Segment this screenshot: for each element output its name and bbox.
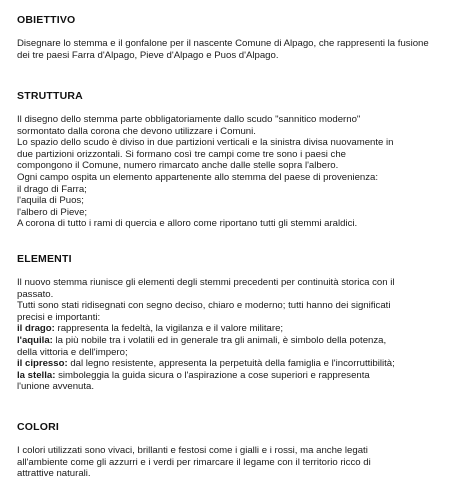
item-desc: dal legno resistente, appresenta la perpetuità della famiglia e l'incorruttibilità; xyxy=(67,358,395,370)
struttura-line: A corona di tutto i rami di quercia e alloro come riportano tutti gli stemmi araldici. xyxy=(17,218,358,230)
item-term: l'aquila: xyxy=(17,334,53,346)
elementi-item-aquila xyxy=(17,335,447,347)
struttura-line: compongono il Comune, numero rimarcato anche dalle stelle sopra l'albero. xyxy=(17,160,339,172)
colori-line: I colori utilizzati sono vivaci, brillanti e festosi come i gialli e i rossi, ma anche legati xyxy=(17,445,368,456)
elementi-intro-line: precisi e importanti: xyxy=(17,311,101,323)
heading-struttura: STRUTTURA xyxy=(17,90,83,102)
elementi-item-cipresso xyxy=(17,358,447,370)
elementi-item-stella-cont: l'unione avvenuta. xyxy=(17,381,95,393)
struttura-line: l'albero di Pieve; xyxy=(17,206,88,218)
elementi-text xyxy=(17,277,447,393)
elementi-intro-line: Tutti sono stati ridisegnati con segno deciso, chiaro e moderno; tutti hanno dei significati xyxy=(17,300,391,312)
section-elementi xyxy=(17,253,447,393)
struttura-line: il drago di Farra; xyxy=(17,183,87,195)
obiettivo-text: Disegnare lo stemma e il gonfalone per il nascente Comune di Alpago, che rappresenti la fusione dei tre paesi Farra d'Alpago, Pieve d'Alpago e Puos d'Alpago. xyxy=(17,38,429,61)
section-struttura xyxy=(17,90,447,230)
elementi-item-drago xyxy=(17,323,447,335)
struttura-line: l'aquila di Puos; xyxy=(17,195,84,207)
struttura-line: Il disegno dello stemma parte obbligatoriamente dallo scudo "sannitico moderno" xyxy=(17,114,361,125)
struttura-line: sormontato dalla corona che devono utilizzare i Comuni. xyxy=(17,125,256,137)
colori-text xyxy=(17,445,447,480)
heading-elementi: ELEMENTI xyxy=(17,253,72,265)
item-term: la stella: xyxy=(17,369,56,381)
item-desc: la più nobile tra i volatili ed in generale tra gli animali, è simbolo della potenza, xyxy=(52,334,387,346)
item-term: il cipresso: xyxy=(17,358,68,370)
colori-line: attrattive naturali. xyxy=(17,468,91,480)
colori-line: all'ambiente come gli azzurri e i verdi per rimarcare il legame con il territorio ricco di xyxy=(17,456,371,468)
elementi-intro-line: Il nuovo stemma riunisce gli elementi degli stemmi precedenti per continuità storica con il xyxy=(17,277,395,288)
struttura-line: due partizioni orizzontali. Si formano così tre campi come tre sono i paesi che xyxy=(17,148,347,160)
section-colori xyxy=(17,421,447,480)
item-desc: rappresenta la fedeltà, la vigilanza e il valore militare; xyxy=(54,323,284,335)
section-obiettivo xyxy=(17,14,447,61)
heading-obiettivo: OBIETTIVO xyxy=(17,14,76,26)
item-desc: simboleggia la guida sicura o l'aspirazione a cose superiori e rappresenta xyxy=(55,369,370,381)
heading-colori: COLORI xyxy=(17,421,60,433)
elementi-item-stella xyxy=(17,370,447,382)
struttura-line: Ogni campo ospita un elemento appartenente allo stemma del paese di provenienza: xyxy=(17,171,379,183)
item-term: il drago: xyxy=(17,323,55,335)
struttura-line: Lo spazio dello scudo è diviso in due partizioni verticali e la sinistra divisa nuovamente in xyxy=(17,137,394,149)
elementi-intro-line: passato. xyxy=(17,288,54,300)
struttura-text xyxy=(17,114,447,230)
elementi-item-aquila-cont: della vittoria e dell'impero; xyxy=(17,346,128,358)
